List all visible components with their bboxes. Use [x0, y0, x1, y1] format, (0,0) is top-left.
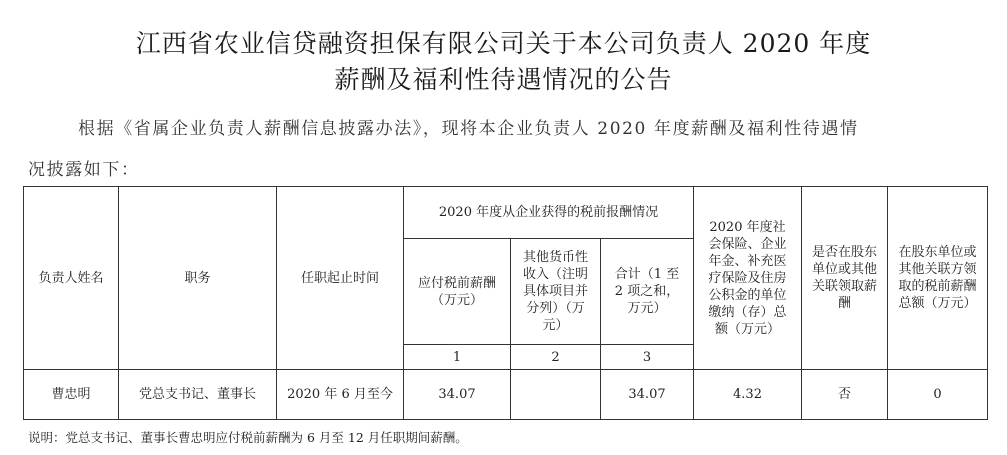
column-number-2: 2	[511, 345, 601, 370]
footnote: 说明：党总支书记、董事长曹忠明应付税前薪酬为 6 月至 12 月任职期间薪酬。	[28, 430, 468, 445]
cell-shareholder: 否	[802, 370, 888, 420]
cell-insurance: 4.32	[694, 370, 802, 420]
header-other-income: 其他货币性收入（注明具体项目并分列）（万元）	[511, 239, 601, 345]
header-tenure: 任职起止时间	[277, 187, 404, 370]
header-related-total: 在股东单位或其他关联方领取的税前薪酬总额（万元）	[888, 187, 988, 370]
cell-total: 34.07	[601, 370, 694, 420]
salary-table	[23, 186, 988, 420]
intro-line-1: 根据《省属企业负责人薪酬信息披露办法》，现将本企业负责人 2020 年度薪酬及福利性待遇情	[78, 119, 859, 139]
cell-pre-tax: 34.07	[404, 370, 511, 420]
header-shareholder: 是否在股东单位或其他关联领取薪酬	[802, 187, 888, 370]
cell-tenure: 2020 年 6 月至今	[277, 370, 404, 420]
table-row	[24, 370, 988, 420]
intro-line-2: 况披露如下：	[28, 160, 140, 180]
header-position: 职务	[119, 187, 277, 370]
cell-other-income	[511, 370, 601, 420]
cell-related-total: 0	[888, 370, 988, 420]
title-line-2: 薪酬及福利性待遇情况的公告	[334, 65, 673, 94]
header-pre-tax: 应付税前薪酬（万元）	[404, 239, 511, 345]
column-number-3: 3	[601, 345, 694, 370]
header-name: 负责人姓名	[24, 187, 119, 370]
cell-name: 曹忠明	[24, 370, 119, 420]
header-insurance: 2020 年度社会保险、企业年金、补充医疗保险及住房公积金的单位缴纳（存）总额（万元）	[694, 187, 802, 370]
cell-position: 党总支书记、董事长	[119, 370, 277, 420]
header-group: 2020 年度从企业获得的税前报酬情况	[404, 187, 694, 239]
title-line-1: 江西省农业信贷融资担保有限公司关于本公司负责人 2020 年度	[135, 29, 872, 58]
header-total: 合计（1 至 2 项之和，万元）	[601, 239, 694, 345]
column-number-1: 1	[404, 345, 511, 370]
